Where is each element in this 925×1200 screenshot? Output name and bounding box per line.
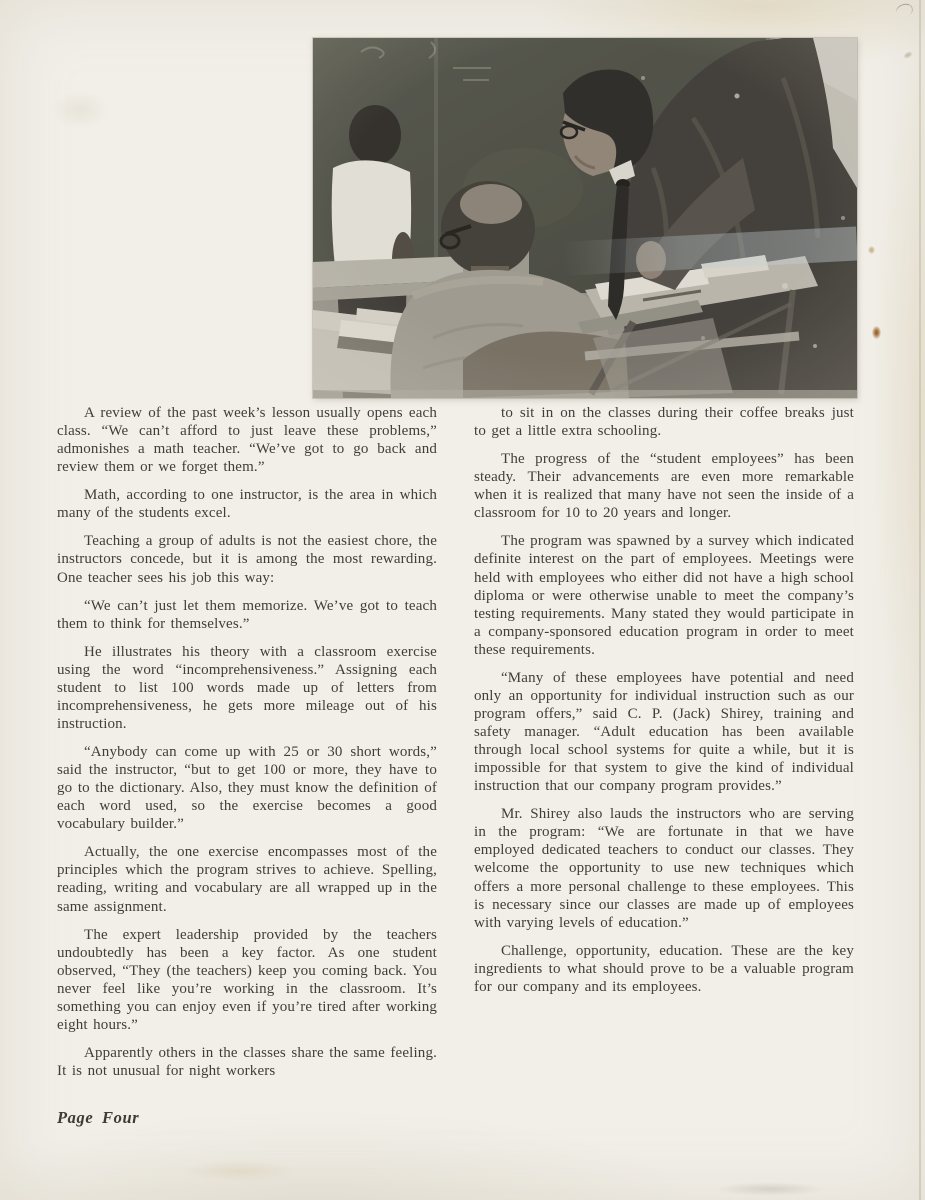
page-number: Page Four (57, 1108, 140, 1127)
paper-smudge (180, 1160, 300, 1182)
page-edge-shadow (919, 0, 921, 1200)
paper-stain (872, 326, 881, 339)
paragraph: A review of the past week’s lesson usually opens each class. “We can’t afford to just leave these problems,” admonishes a math teacher. “We’ve got to go back and review them or we forget them.” (57, 405, 437, 476)
paragraph: Challenge, opportunity, education. These are the key ingredients to what should prove to be a valuable program for our company and its employees. (474, 942, 854, 995)
paper-smudge (50, 90, 110, 130)
paper-stain (902, 50, 914, 60)
paragraph: “Anybody can come up with 25 or 30 short words,” said the instructor, “but to get 100 or more, they have to go to the dictionary. Also, they must know the definition of each word used, so the exercise becomes a good vocabulary builder.” (57, 744, 437, 833)
paper-smudge (715, 1182, 825, 1196)
article-body (57, 404, 854, 1090)
paragraph: Apparently others in the classes share the same feeling. It is not unusual for night workers (57, 1044, 437, 1079)
paragraph: The program was spawned by a survey which indicated definite interest on the part of employees. Meetings were held with employees who either did not have a high school diploma or were otherwise unable to meet the company’s testing requirements. Many stated they would participate in a company-sponsored education program in order to meet these requirements. (474, 533, 854, 658)
classroom-photo-art (313, 38, 857, 398)
paragraph: Actually, the one exercise encompasses most of the principles which the program strives to achieve. Spelling, reading, writing and vocabulary are all wrapped up in the same assignment. (57, 844, 437, 915)
paragraph: to sit in on the classes during their coffee breaks just to get a little extra schooling. (474, 405, 854, 440)
paper-stain (868, 246, 875, 254)
paragraph: “Many of these employees have potential and need only an opportunity for individual instruction such as our program offers,” said C. P. (Jack) Shirey, training and safety manager. “Adult education has been available through local school systems for quite a while, but it is impossible for that system to give the kind of individual instruction that our company program provides.” (474, 669, 854, 795)
right-column (474, 404, 854, 1090)
paragraph: Mr. Shirey also lauds the instructors who are serving in the program: “We are fortunate in that we have employed dedicated teachers to conduct our classes. They welcome the opportunity to use new techniques which offers a more personal challenge to these employees. This is necessary since our classes are made up of employees with varying levels of education.” (474, 806, 854, 931)
paragraph: The expert leadership provided by the teachers undoubtedly has been a key factor. As one student observed, “They (the teachers) keep you coming back. You never feel like you’re working in the classroom. It’s something you can enjoy even if you’re tired after working eight hours.” (57, 926, 437, 1033)
paragraph: He illustrates his theory with a classroom exercise using the word “incomprehensiveness.” Assigning each student to list 100 words made up of letters from incomprehensiveness, he gets more mileage out of his instruction. (57, 643, 437, 732)
paragraph: “We can’t just let them memorize. We’ve got to teach them to think for themselves.” (57, 597, 437, 632)
left-column (57, 404, 437, 1090)
pencil-mark (894, 2, 914, 20)
paragraph: Math, according to one instructor, is the area in which many of the students excel. (57, 487, 437, 522)
paragraph: Teaching a group of adults is not the easiest chore, the instructors concede, but it is among the most rewarding. One teacher sees his job this way: (57, 533, 437, 586)
classroom-photo (313, 38, 857, 398)
paragraph: The progress of the “student employees” has been steady. Their advancements are even more remarkable when it is realized that many have not seen the inside of a classroom for 10 to 20 years and longer. (474, 451, 854, 522)
photo-artifacts (313, 38, 857, 398)
